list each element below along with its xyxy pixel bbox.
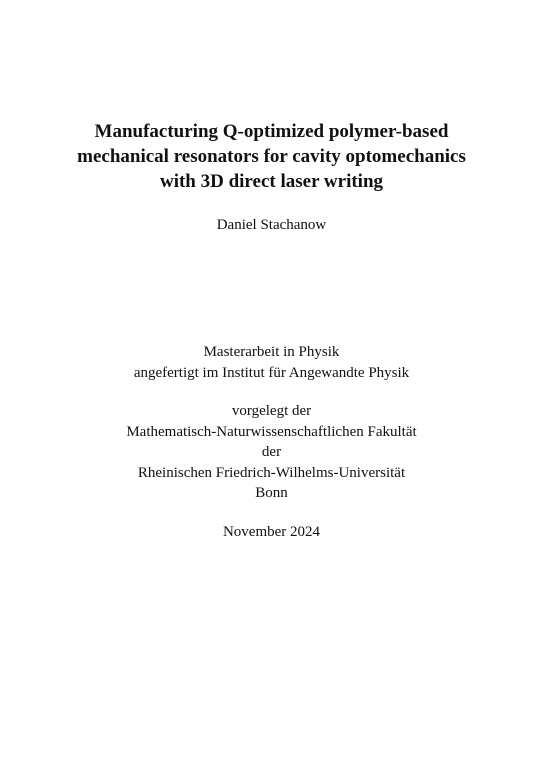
submission-date: November 2024 — [222, 524, 321, 540]
submission-line: Rheinischen Friedrich-Wilhelms-Universität — [137, 464, 406, 481]
thesis-line: angefertigt im Institut für Angewandte Physik — [133, 364, 410, 381]
thesis-line: Masterarbeit in Physik — [203, 344, 340, 360]
thesis-title — [40, 119, 503, 194]
submission-line: der — [261, 444, 282, 460]
title-line: with 3D direct laser writing — [159, 171, 384, 192]
title-line: Manufacturing Q-optimized polymer-based — [94, 121, 449, 142]
submission-line: vorgelegt der — [231, 403, 312, 419]
submission-line: Bonn — [255, 485, 288, 501]
title-line: mechanical resonators for cavity optomechanics — [77, 146, 466, 167]
submission-block — [40, 401, 503, 504]
submission-line: Mathematisch-Naturwissenschaftlichen Fakultät — [126, 423, 417, 440]
thesis-type-block — [40, 342, 503, 383]
author-name: Daniel Stachanow — [216, 217, 327, 233]
